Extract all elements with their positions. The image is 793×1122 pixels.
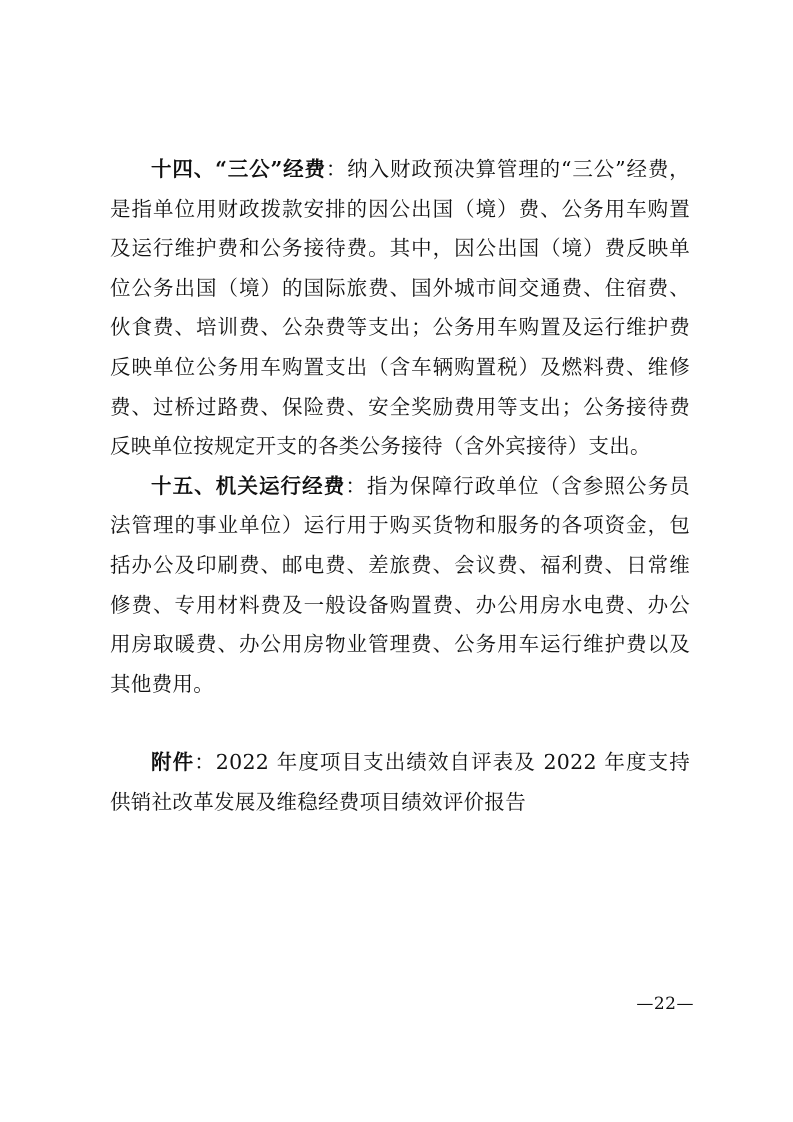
- attachment-text: ：2022 年度项目支出绩效自评表及 2022 年度支持供销社改革发展及维稳经费项目绩效评价报告: [110, 750, 690, 814]
- paragraph-heading: 十五、机关运行经费: [151, 473, 346, 498]
- paragraph-text: ：指为保障行政单位（含参照公务员法管理的事业单位）运行用于购买货物和服务的各项资金，包括办公及印刷费、邮电费、差旅费、会议费、福利费、日常维修费、专用材料费及一般设备购置费、办公用房水电费、办公用房取暖费、办公用房物业管理费、公务用车运行维护费以及其他费用。: [110, 473, 690, 696]
- page-number: —22—: [636, 994, 694, 1014]
- attachment-label: 附件: [151, 750, 195, 775]
- paragraph-three-public-expenses: [110, 150, 690, 467]
- attachment-note: [110, 743, 690, 822]
- paragraph-agency-operating-expenses: [110, 467, 690, 705]
- document-body: [110, 150, 690, 823]
- paragraph-heading: 十四、“三公”经费: [151, 157, 326, 181]
- paragraph-text: ：纳入财政预决算管理的“三公”经费，是指单位用财政拨款安排的因公出国（境）费、公务用车购置及运行维护费和公务接待费。其中，因公出国（境）费反映单位公务出国（境）的国际旅费、国外城市间交通费、住宿费、伙食费、培训费、公杂费等支出；公务用车购置及运行维护费反映单位公务用车购置支出（含车辆购置税）及燃料费、维修费、过桥过路费、保险费、安全奖励费用等支出；公务接待费反映单位按规定开支的各类公务接待（含外宾接待）支出。: [110, 157, 690, 459]
